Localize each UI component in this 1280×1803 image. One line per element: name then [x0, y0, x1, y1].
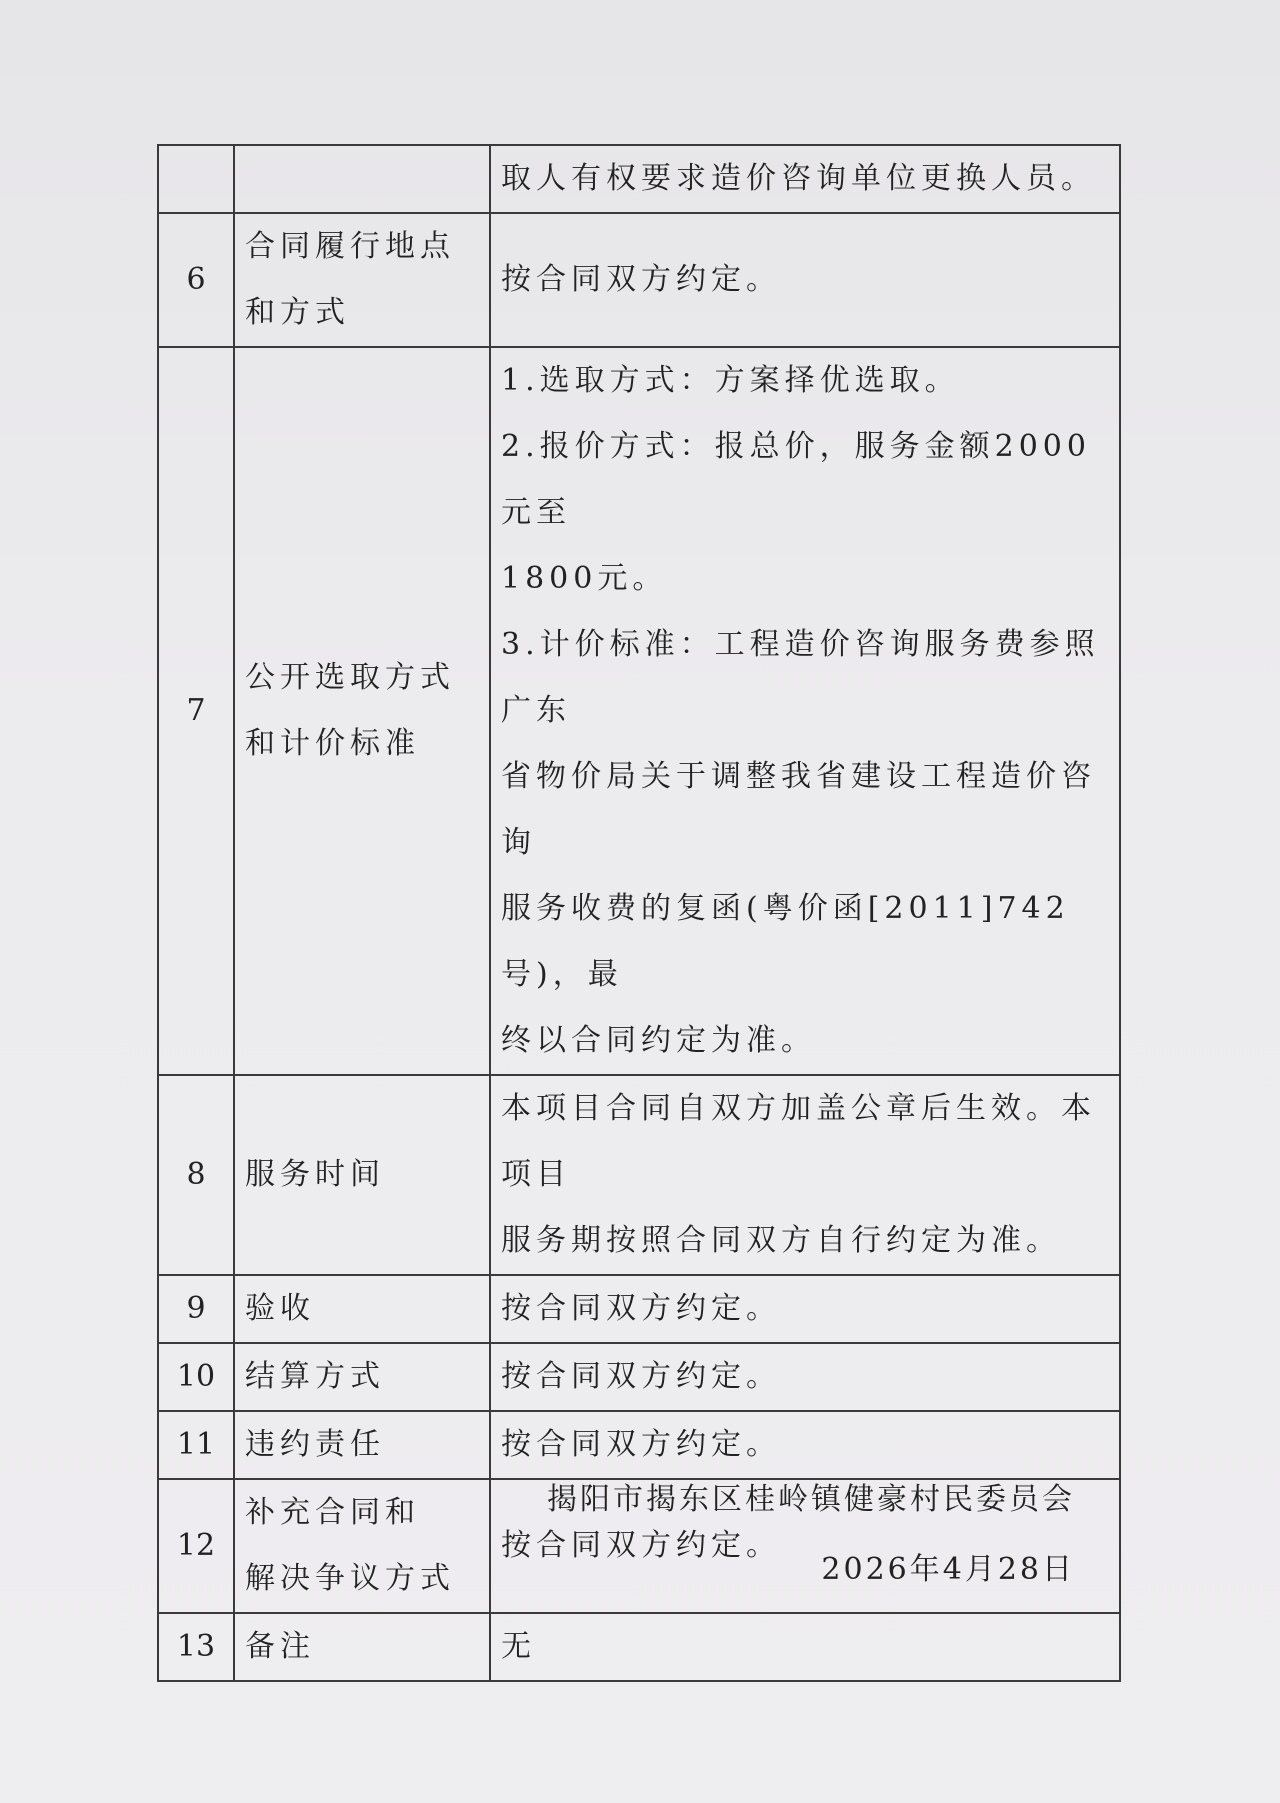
item-line: 备注 — [245, 1629, 315, 1664]
row-item — [234, 1411, 490, 1479]
row-content — [490, 1075, 1120, 1275]
item-line: 补充合同和 — [245, 1495, 420, 1530]
row-item — [234, 1343, 490, 1411]
row-content — [490, 1613, 1120, 1681]
row-number: 12 — [158, 1479, 234, 1613]
item-line: 结算方式 — [245, 1359, 385, 1394]
table-row — [158, 213, 1120, 347]
content-line: 按合同双方约定。 — [501, 1528, 781, 1563]
table-row — [158, 1075, 1120, 1275]
content-line: 无 — [501, 1629, 536, 1664]
row-item — [234, 1275, 490, 1343]
content-line: 1.选取方式：方案择优选取。 — [501, 363, 960, 398]
content-line: 3.计价标准：工程造价咨询服务费参照广东 — [501, 627, 1100, 728]
content-line: 按合同双方约定。 — [501, 1359, 781, 1394]
item-line: 违约责任 — [245, 1427, 385, 1462]
issuing-organization: 揭阳市揭东区桂岭镇健豪村民委员会 — [547, 1482, 1075, 1517]
content-line: 按合同双方约定。 — [501, 262, 781, 297]
row-number: 10 — [158, 1343, 234, 1411]
table-row — [158, 1613, 1120, 1681]
item-line: 和计价标准 — [245, 726, 420, 761]
table-row — [158, 1275, 1120, 1343]
item-line — [245, 146, 479, 212]
table-row — [158, 347, 1120, 1075]
signature-block — [500, 1465, 1075, 1605]
row-item — [234, 1479, 490, 1613]
item-line: 服务时间 — [245, 1157, 385, 1192]
item-line: 公开选取方式 — [245, 660, 455, 695]
row-content — [490, 1343, 1120, 1411]
row-item — [234, 213, 490, 347]
item-line: 和方式 — [245, 295, 350, 330]
row-item — [234, 1613, 490, 1681]
procurement-terms-table — [157, 144, 1121, 1682]
content-line: 本项目合同自双方加盖公章后生效。本项目 — [501, 1091, 1096, 1192]
row-number — [158, 145, 234, 213]
row-number: 8 — [158, 1075, 234, 1275]
content-line: 2.报价方式：报总价，服务金额2000元至 — [501, 429, 1091, 530]
item-line: 验收 — [245, 1291, 315, 1326]
row-number: 7 — [158, 347, 234, 1075]
row-content — [490, 347, 1120, 1075]
content-line: 服务收费的复函(粤价函[2011]742号)，最 — [501, 891, 1070, 992]
content-line: 终以合同约定为准。 — [501, 1023, 816, 1058]
issue-date: 2026年4月28日 — [821, 1552, 1075, 1587]
content-line: 按合同双方约定。 — [501, 1427, 781, 1462]
content-line: 按合同双方约定。 — [501, 1291, 781, 1326]
content-line: 取人有权要求造价咨询单位更换人员。 — [501, 161, 1096, 196]
row-number: 6 — [158, 213, 234, 347]
row-number: 9 — [158, 1275, 234, 1343]
item-line: 合同履行地点 — [245, 229, 455, 264]
content-line: 1800元。 — [501, 561, 668, 596]
row-content — [490, 213, 1120, 347]
row-content — [490, 1275, 1120, 1343]
row-item — [234, 347, 490, 1075]
content-line: 服务期按照合同双方自行约定为准。 — [501, 1223, 1061, 1258]
row-item — [234, 145, 490, 213]
row-number: 11 — [158, 1411, 234, 1479]
item-line: 解决争议方式 — [245, 1561, 455, 1596]
row-item — [234, 1075, 490, 1275]
table-row — [158, 145, 1120, 213]
table-row — [158, 1343, 1120, 1411]
content-line: 省物价局关于调整我省建设工程造价咨询 — [501, 759, 1096, 860]
row-content — [490, 145, 1120, 213]
row-number: 13 — [158, 1613, 234, 1681]
